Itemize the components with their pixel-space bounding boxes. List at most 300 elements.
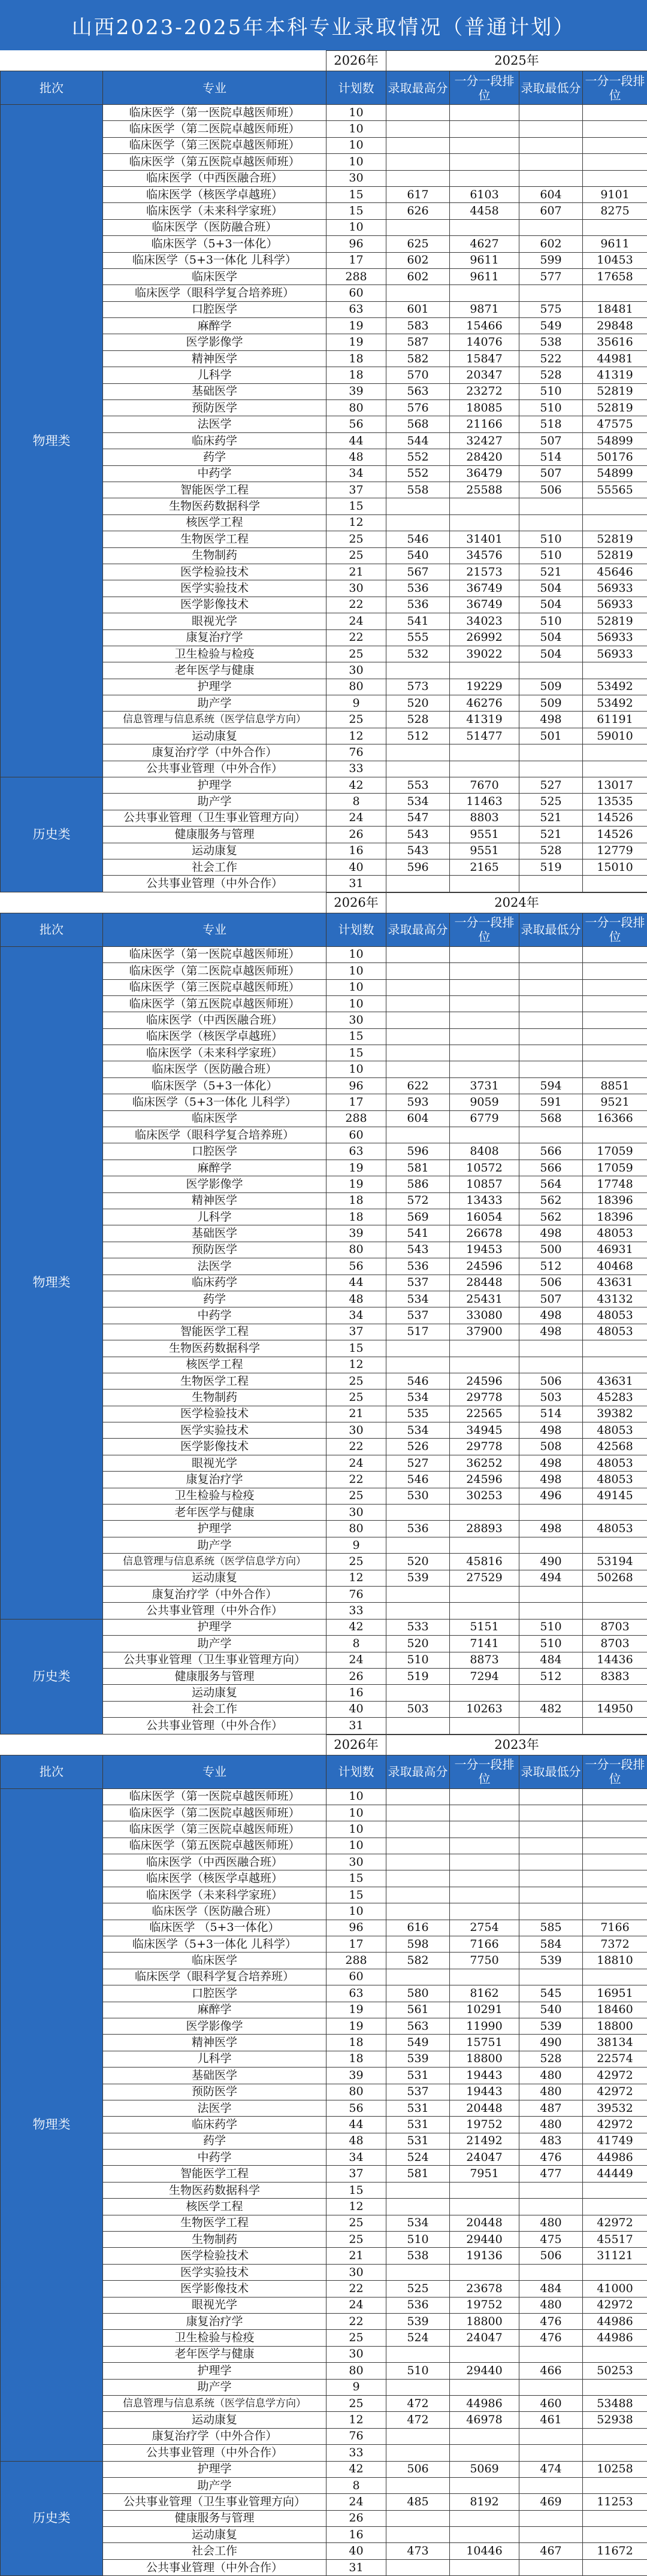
admission-tables xyxy=(0,50,647,2576)
plan-cell: 24 xyxy=(326,2494,386,2510)
min-score-cell: 585 xyxy=(519,1920,583,1936)
major-cell: 预防医学 xyxy=(103,2084,326,2100)
max-score-cell xyxy=(386,1045,450,1061)
min-rank-cell xyxy=(583,1586,647,1602)
max-rank-cell: 11990 xyxy=(450,2018,519,2034)
max-score-cell xyxy=(386,1887,450,1903)
min-rank-cell xyxy=(583,1537,647,1553)
min-rank-cell xyxy=(583,514,647,531)
min-score-cell: 504 xyxy=(519,580,583,597)
min-rank-cell: 13535 xyxy=(583,794,647,810)
max-rank-cell: 51477 xyxy=(450,728,519,744)
major-cell: 临床医学（第二医院卓越医师班） xyxy=(103,1805,326,1821)
min-rank-cell: 41749 xyxy=(583,2133,647,2149)
min-rank-cell: 48053 xyxy=(583,1307,647,1324)
min-rank-cell: 12779 xyxy=(583,843,647,859)
max-rank-cell: 10857 xyxy=(450,1176,519,1192)
major-cell: 药学 xyxy=(103,449,326,465)
max-score-cell: 553 xyxy=(386,777,450,794)
min-rank-cell: 61191 xyxy=(583,712,647,728)
major-cell: 临床医学（医防融合班） xyxy=(103,219,326,235)
min-rank-cell xyxy=(583,2199,647,2215)
min-rank-cell xyxy=(583,1505,647,1521)
min-rank-cell: 11253 xyxy=(583,2494,647,2510)
min-rank-cell: 47575 xyxy=(583,416,647,432)
plan-cell: 25 xyxy=(326,1390,386,1406)
plan-cell: 37 xyxy=(326,482,386,498)
major-cell: 预防医学 xyxy=(103,400,326,416)
admission-table-2 xyxy=(0,1735,647,2576)
plan-cell: 15 xyxy=(326,498,386,514)
max-rank-cell: 8162 xyxy=(450,1985,519,2002)
category-cell: 物理类 xyxy=(1,946,103,1619)
min-rank-cell: 44449 xyxy=(583,2166,647,2182)
major-cell: 临床药学 xyxy=(103,1275,326,1291)
plan-cell: 21 xyxy=(326,564,386,580)
min-rank-cell: 14526 xyxy=(583,810,647,826)
min-rank-cell: 41000 xyxy=(583,2281,647,2297)
plan-cell: 56 xyxy=(326,1258,386,1275)
max-score-cell: 534 xyxy=(386,794,450,810)
category-cell: 历史类 xyxy=(1,2461,103,2576)
year-row xyxy=(1,1735,647,1755)
admission-table-1 xyxy=(0,892,647,1735)
plan-cell: 22 xyxy=(326,1472,386,1488)
max-score-cell: 581 xyxy=(386,2166,450,2182)
major-cell: 康复治疗学 xyxy=(103,629,326,646)
major-cell: 中药学 xyxy=(103,1307,326,1324)
max-rank-cell: 21573 xyxy=(450,564,519,580)
min-rank-cell: 48053 xyxy=(583,1521,647,1537)
plan-cell: 26 xyxy=(326,2510,386,2526)
major-cell: 公共事业管理（中外合作） xyxy=(103,1603,326,1619)
min-score-cell xyxy=(519,2346,583,2362)
major-cell: 临床医学（第一医院卓越医师班） xyxy=(103,1788,326,1805)
max-score-cell xyxy=(386,1838,450,1854)
max-score-cell: 506 xyxy=(386,2461,450,2477)
max-score-cell: 563 xyxy=(386,383,450,399)
min-score-cell xyxy=(519,1340,583,1357)
min-rank-cell xyxy=(583,2264,647,2280)
plan-cell: 96 xyxy=(326,1077,386,1094)
header-major: 专业 xyxy=(103,913,326,946)
major-cell: 医学实验技术 xyxy=(103,2264,326,2280)
min-score-cell xyxy=(519,876,583,892)
min-score-cell: 510 xyxy=(519,1619,583,1635)
plan-cell: 12 xyxy=(326,728,386,744)
plan-cell: 10 xyxy=(326,995,386,1012)
min-score-cell: 496 xyxy=(519,1488,583,1504)
major-cell: 康复治疗学 xyxy=(103,1472,326,1488)
plan-cell: 16 xyxy=(326,2527,386,2543)
min-score-cell: 584 xyxy=(519,1936,583,1953)
major-cell: 核医学工程 xyxy=(103,514,326,531)
major-cell: 护理学 xyxy=(103,1619,326,1635)
max-score-cell: 472 xyxy=(386,2412,450,2428)
min-score-cell: 460 xyxy=(519,2395,583,2411)
header-c1: 录取最高分 xyxy=(386,913,450,946)
min-rank-cell: 7372 xyxy=(583,1936,647,1953)
min-score-cell: 487 xyxy=(519,2100,583,2116)
min-score-cell: 498 xyxy=(519,1225,583,1242)
max-rank-cell: 28893 xyxy=(450,1521,519,1537)
major-cell: 康复治疗学（中外合作） xyxy=(103,744,326,761)
min-rank-cell: 42972 xyxy=(583,2068,647,2084)
plan-cell: 25 xyxy=(326,712,386,728)
plan-cell: 40 xyxy=(326,859,386,875)
major-cell: 运动康复 xyxy=(103,843,326,859)
page-title: 山西2023-2025年本科专业录取情况（普通计划） xyxy=(0,0,647,50)
major-cell: 社会工作 xyxy=(103,1701,326,1717)
major-cell: 医学实验技术 xyxy=(103,1422,326,1439)
min-score-cell: 512 xyxy=(519,1258,583,1275)
major-cell: 临床医学（5+3一体化 儿科学） xyxy=(103,1094,326,1110)
plan-cell: 12 xyxy=(326,514,386,531)
major-cell: 生物医药数据科学 xyxy=(103,498,326,514)
max-rank-cell xyxy=(450,876,519,892)
plan-cell: 42 xyxy=(326,2461,386,2477)
max-score-cell xyxy=(386,946,450,962)
year-left-label: 2026年 xyxy=(326,51,386,71)
plan-cell: 42 xyxy=(326,1619,386,1635)
plan-cell: 25 xyxy=(326,1373,386,1389)
max-rank-cell: 14076 xyxy=(450,334,519,350)
min-rank-cell: 18481 xyxy=(583,301,647,317)
plan-cell: 30 xyxy=(326,170,386,186)
table-row xyxy=(1,1619,647,1635)
min-score-cell xyxy=(519,1505,583,1521)
max-score-cell: 582 xyxy=(386,350,450,367)
plan-cell: 30 xyxy=(326,1012,386,1028)
min-rank-cell: 48053 xyxy=(583,1472,647,1488)
plan-cell: 40 xyxy=(326,1701,386,1717)
plan-cell: 25 xyxy=(326,646,386,662)
major-cell: 运动康复 xyxy=(103,1685,326,1701)
min-rank-cell: 46931 xyxy=(583,1242,647,1258)
max-rank-cell: 29778 xyxy=(450,1390,519,1406)
min-rank-cell: 14526 xyxy=(583,827,647,843)
max-score-cell xyxy=(386,285,450,301)
max-score-cell: 473 xyxy=(386,2543,450,2559)
header-plan: 计划数 xyxy=(326,71,386,105)
plan-cell: 24 xyxy=(326,2297,386,2313)
min-score-cell: 480 xyxy=(519,2215,583,2231)
table-row xyxy=(1,1788,647,1805)
min-score-cell xyxy=(519,2182,583,2198)
min-score-cell xyxy=(519,121,583,137)
max-rank-cell: 36749 xyxy=(450,597,519,613)
max-rank-cell: 6779 xyxy=(450,1110,519,1127)
major-cell: 临床医学（第五医院卓越医师班） xyxy=(103,1838,326,1854)
max-score-cell: 543 xyxy=(386,1242,450,1258)
major-cell: 健康服务与管理 xyxy=(103,2510,326,2526)
plan-cell: 15 xyxy=(326,186,386,202)
max-score-cell xyxy=(386,1127,450,1143)
max-rank-cell: 7166 xyxy=(450,1936,519,1953)
plan-cell: 17 xyxy=(326,1936,386,1953)
min-rank-cell: 42568 xyxy=(583,1439,647,1455)
min-rank-cell xyxy=(583,154,647,170)
min-score-cell xyxy=(519,1028,583,1045)
max-rank-cell xyxy=(450,2264,519,2280)
min-rank-cell: 8383 xyxy=(583,1668,647,1684)
max-score-cell: 536 xyxy=(386,580,450,597)
max-rank-cell: 18800 xyxy=(450,2314,519,2330)
max-rank-cell: 9611 xyxy=(450,268,519,284)
min-score-cell: 522 xyxy=(519,350,583,367)
max-score-cell: 485 xyxy=(386,2494,450,2510)
max-rank-cell: 24596 xyxy=(450,1373,519,1389)
max-score-cell: 520 xyxy=(386,1554,450,1570)
max-rank-cell xyxy=(450,137,519,153)
major-cell: 药学 xyxy=(103,2133,326,2149)
max-score-cell: 541 xyxy=(386,1225,450,1242)
max-score-cell: 546 xyxy=(386,531,450,547)
max-rank-cell: 4458 xyxy=(450,203,519,219)
max-rank-cell xyxy=(450,744,519,761)
min-rank-cell: 18396 xyxy=(583,1209,647,1225)
major-cell: 公共事业管理（中外合作） xyxy=(103,2445,326,2461)
plan-cell: 24 xyxy=(326,1455,386,1471)
max-score-cell: 570 xyxy=(386,367,450,383)
min-rank-cell: 31121 xyxy=(583,2248,647,2264)
min-score-cell xyxy=(519,154,583,170)
min-rank-cell: 50253 xyxy=(583,2363,647,2379)
max-score-cell xyxy=(386,1061,450,1077)
max-rank-cell: 25588 xyxy=(450,482,519,498)
max-score-cell: 596 xyxy=(386,859,450,875)
major-cell: 医学检验技术 xyxy=(103,1406,326,1422)
max-rank-cell: 33080 xyxy=(450,1307,519,1324)
min-score-cell: 528 xyxy=(519,2051,583,2067)
max-rank-cell: 36252 xyxy=(450,1455,519,1471)
max-score-cell: 558 xyxy=(386,482,450,498)
max-rank-cell: 2165 xyxy=(450,859,519,875)
max-rank-cell: 34023 xyxy=(450,613,519,629)
plan-cell: 76 xyxy=(326,2428,386,2444)
min-score-cell xyxy=(519,761,583,777)
plan-cell: 12 xyxy=(326,1570,386,1586)
max-score-cell: 527 xyxy=(386,1455,450,1471)
max-score-cell: 602 xyxy=(386,252,450,268)
min-rank-cell xyxy=(583,219,647,235)
max-rank-cell: 9871 xyxy=(450,301,519,317)
max-score-cell xyxy=(386,498,450,514)
max-score-cell xyxy=(386,1805,450,1821)
max-score-cell: 536 xyxy=(386,1258,450,1275)
max-rank-cell: 20448 xyxy=(450,2100,519,2116)
min-score-cell: 506 xyxy=(519,2248,583,2264)
max-rank-cell: 9551 xyxy=(450,827,519,843)
max-rank-cell: 29440 xyxy=(450,2363,519,2379)
max-score-cell: 537 xyxy=(386,1307,450,1324)
min-rank-cell: 53194 xyxy=(583,1554,647,1570)
max-rank-cell: 28420 xyxy=(450,449,519,465)
plan-cell: 37 xyxy=(326,1324,386,1340)
min-score-cell: 521 xyxy=(519,564,583,580)
plan-cell: 31 xyxy=(326,1718,386,1734)
major-cell: 助产学 xyxy=(103,794,326,810)
min-rank-cell: 17059 xyxy=(583,1160,647,1176)
min-score-cell xyxy=(519,1045,583,1061)
min-rank-cell: 48053 xyxy=(583,1324,647,1340)
major-cell: 公共事业管理（中外合作） xyxy=(103,876,326,892)
blank-cell xyxy=(1,892,103,913)
plan-cell: 80 xyxy=(326,2084,386,2100)
max-score-cell: 543 xyxy=(386,827,450,843)
plan-cell: 24 xyxy=(326,1652,386,1668)
plan-cell: 19 xyxy=(326,2002,386,2018)
max-score-cell xyxy=(386,995,450,1012)
max-rank-cell: 7141 xyxy=(450,1636,519,1652)
major-cell: 中药学 xyxy=(103,465,326,482)
max-score-cell: 525 xyxy=(386,2281,450,2297)
year-left-label: 2026年 xyxy=(326,892,386,913)
min-score-cell xyxy=(519,2428,583,2444)
major-cell: 老年医学与健康 xyxy=(103,2346,326,2362)
plan-cell: 15 xyxy=(326,1045,386,1061)
max-rank-cell: 9611 xyxy=(450,252,519,268)
plan-cell: 80 xyxy=(326,679,386,695)
max-rank-cell: 7670 xyxy=(450,777,519,794)
min-score-cell: 607 xyxy=(519,203,583,219)
plan-cell: 15 xyxy=(326,2182,386,2198)
min-rank-cell: 10453 xyxy=(583,252,647,268)
major-cell: 临床医学（眼科学复合培养班） xyxy=(103,1969,326,1985)
min-score-cell: 494 xyxy=(519,1570,583,1586)
major-cell: 临床医学（未来科学家班） xyxy=(103,203,326,219)
min-score-cell xyxy=(519,285,583,301)
max-score-cell: 572 xyxy=(386,1192,450,1209)
max-score-cell: 546 xyxy=(386,1373,450,1389)
max-rank-cell xyxy=(450,154,519,170)
max-score-cell: 569 xyxy=(386,1209,450,1225)
min-rank-cell xyxy=(583,170,647,186)
plan-cell: 25 xyxy=(326,547,386,564)
min-score-cell: 514 xyxy=(519,1406,583,1422)
max-score-cell xyxy=(386,761,450,777)
max-rank-cell: 29778 xyxy=(450,1439,519,1455)
min-rank-cell: 18396 xyxy=(583,1192,647,1209)
plan-cell: 18 xyxy=(326,1209,386,1225)
max-rank-cell: 19136 xyxy=(450,2248,519,2264)
min-score-cell: 509 xyxy=(519,679,583,695)
min-rank-cell xyxy=(583,285,647,301)
max-rank-cell: 46978 xyxy=(450,2412,519,2428)
major-cell: 精神医学 xyxy=(103,1192,326,1209)
major-cell: 老年医学与健康 xyxy=(103,1505,326,1521)
plan-cell: 44 xyxy=(326,2117,386,2133)
max-rank-cell: 21166 xyxy=(450,416,519,432)
plan-cell: 30 xyxy=(326,1422,386,1439)
table-row xyxy=(1,777,647,794)
major-cell: 智能医学工程 xyxy=(103,2166,326,2182)
max-score-cell xyxy=(386,662,450,679)
max-score-cell: 576 xyxy=(386,400,450,416)
min-score-cell: 466 xyxy=(519,2363,583,2379)
min-score-cell xyxy=(519,995,583,1012)
max-rank-cell xyxy=(450,1505,519,1521)
plan-cell: 25 xyxy=(326,531,386,547)
year-right-label: 2024年 xyxy=(386,892,647,913)
major-cell: 信息管理与信息系统（医学信息学方向） xyxy=(103,2395,326,2411)
min-score-cell xyxy=(519,1788,583,1805)
plan-cell: 39 xyxy=(326,2068,386,2084)
max-score-cell: 546 xyxy=(386,1472,450,1488)
max-rank-cell: 19229 xyxy=(450,679,519,695)
min-rank-cell: 42972 xyxy=(583,2084,647,2100)
max-score-cell: 549 xyxy=(386,2035,450,2051)
major-cell: 临床医学 xyxy=(103,1110,326,1127)
plan-cell: 22 xyxy=(326,1439,386,1455)
min-rank-cell: 41319 xyxy=(583,367,647,383)
plan-cell: 17 xyxy=(326,252,386,268)
plan-cell: 44 xyxy=(326,1275,386,1291)
min-score-cell: 545 xyxy=(519,1985,583,2002)
min-rank-cell: 44986 xyxy=(583,2330,647,2346)
max-rank-cell: 4627 xyxy=(450,236,519,252)
max-score-cell: 541 xyxy=(386,613,450,629)
min-score-cell: 500 xyxy=(519,1242,583,1258)
min-score-cell xyxy=(519,1537,583,1553)
min-rank-cell: 13017 xyxy=(583,777,647,794)
max-score-cell xyxy=(386,1903,450,1920)
min-score-cell: 498 xyxy=(519,1472,583,1488)
min-rank-cell xyxy=(583,1061,647,1077)
min-score-cell: 566 xyxy=(519,1160,583,1176)
major-cell: 法医学 xyxy=(103,2100,326,2116)
min-score-cell xyxy=(519,219,583,235)
plan-cell: 19 xyxy=(326,334,386,350)
plan-cell: 31 xyxy=(326,876,386,892)
major-cell: 助产学 xyxy=(103,1537,326,1553)
min-score-cell xyxy=(519,170,583,186)
min-score-cell xyxy=(519,662,583,679)
min-score-cell: 549 xyxy=(519,318,583,334)
max-score-cell xyxy=(386,1788,450,1805)
major-cell: 基础医学 xyxy=(103,2068,326,2084)
header-c4: 一分一段排位 xyxy=(583,1755,647,1788)
min-rank-cell: 45517 xyxy=(583,2232,647,2248)
min-score-cell xyxy=(519,963,583,979)
max-score-cell xyxy=(386,963,450,979)
max-score-cell: 534 xyxy=(386,2215,450,2231)
min-rank-cell xyxy=(583,121,647,137)
min-score-cell xyxy=(519,1718,583,1734)
max-score-cell xyxy=(386,1505,450,1521)
plan-cell: 8 xyxy=(326,1636,386,1652)
min-score-cell xyxy=(519,1012,583,1028)
min-rank-cell xyxy=(583,876,647,892)
major-cell: 眼视光学 xyxy=(103,1455,326,1471)
plan-cell: 96 xyxy=(326,1920,386,1936)
min-rank-cell: 9611 xyxy=(583,236,647,252)
major-cell: 临床医学（5+3一体化） xyxy=(103,1077,326,1094)
plan-cell: 30 xyxy=(326,662,386,679)
max-score-cell: 530 xyxy=(386,1488,450,1504)
plan-cell: 25 xyxy=(326,1488,386,1504)
major-cell: 口腔医学 xyxy=(103,1985,326,2002)
min-rank-cell: 45283 xyxy=(583,1390,647,1406)
min-score-cell: 476 xyxy=(519,2330,583,2346)
major-cell: 社会工作 xyxy=(103,2543,326,2559)
min-rank-cell: 39532 xyxy=(583,2100,647,2116)
max-rank-cell xyxy=(450,1028,519,1045)
major-cell: 口腔医学 xyxy=(103,1143,326,1160)
min-rank-cell: 48053 xyxy=(583,1225,647,1242)
plan-cell: 80 xyxy=(326,2363,386,2379)
major-cell: 公共事业管理（中外合作） xyxy=(103,2559,326,2575)
